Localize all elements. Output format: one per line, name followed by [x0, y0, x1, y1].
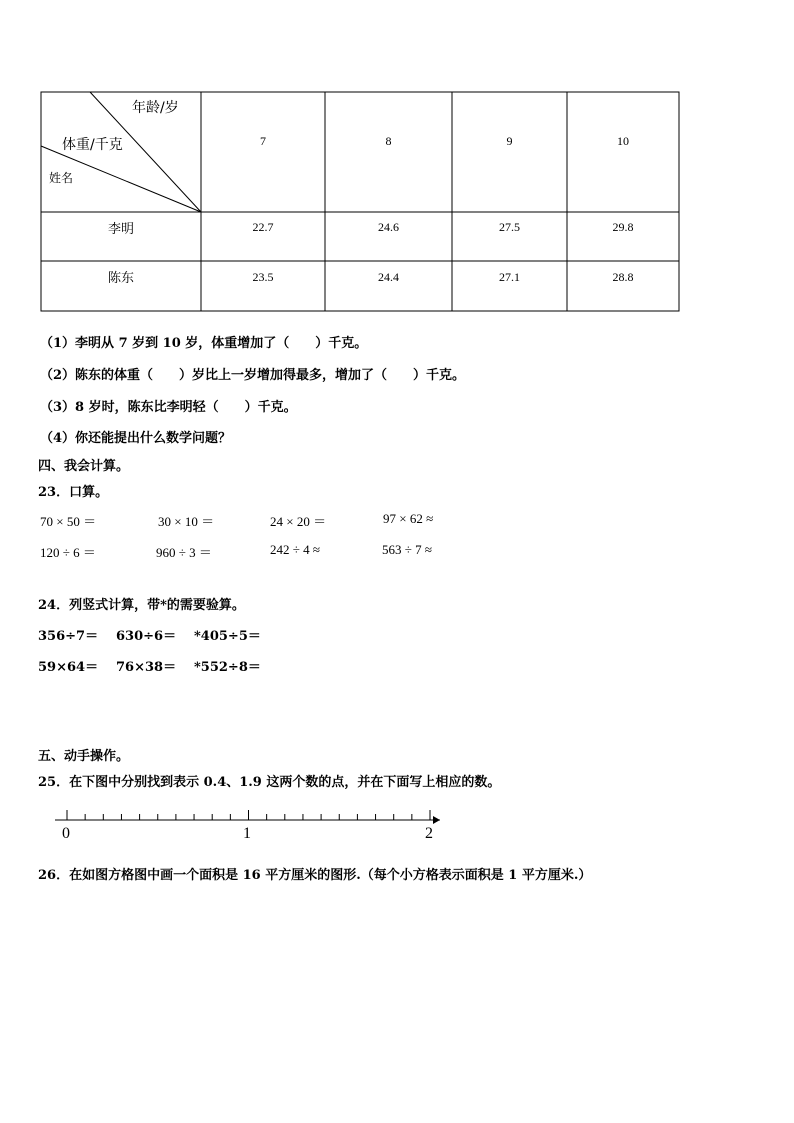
question-26-title: 26．在如图方格图中画一个面积是 16 平方厘米的图形.（每个小方格表示面积是 1 平方厘米.） [38, 868, 592, 883]
row-name-chendong: 陈东 [107, 271, 134, 286]
table-cell: 29.8 [612, 220, 634, 234]
oral-calc-item: 960 ÷ 3 ＝ [156, 545, 212, 560]
oral-calc-item: 97 × 62 ≈ [383, 511, 434, 526]
header-age-label: 年龄/岁 [132, 100, 179, 116]
table-cell: 22.7 [252, 220, 274, 234]
question-2: （2）陈东的体重（ ）岁比上一岁增加得最多，增加了（ ）千克。 [40, 368, 466, 383]
header-weight-label: 体重/千克 [62, 137, 123, 153]
section-4-title: 四、我会计算。 [38, 459, 130, 474]
table-cell: 28.8 [612, 270, 634, 284]
vertical-calc-item: *552÷8＝ [194, 660, 261, 675]
question-3: （3）8 岁时，陈东比李明轻（ ）千克。 [40, 400, 297, 415]
oral-calc-item: 242 ÷ 4 ≈ [270, 542, 321, 557]
vertical-calc-item: *405÷5＝ [194, 629, 261, 644]
age-header-8: 8 [385, 134, 392, 148]
section-5-title: 五、动手操作。 [38, 749, 130, 764]
vertical-calc-item: 59×64＝ [38, 660, 99, 675]
number-line-label-2: 2 [425, 825, 433, 842]
arrow-right-icon [433, 816, 440, 824]
row-name-liming: 李明 [107, 222, 134, 237]
question-1: （1）李明从 7 岁到 10 岁，体重增加了（ ）千克。 [40, 336, 368, 351]
table-cell: 23.5 [252, 270, 274, 284]
question-4: （4）你还能提出什么数学问题？ [40, 431, 232, 446]
age-header-9: 9 [506, 134, 513, 148]
oral-calc-item: 563 ÷ 7 ≈ [382, 542, 433, 557]
number-line-label-1: 1 [243, 825, 251, 842]
question-23-title: 23．口算。 [38, 485, 109, 500]
table-cell: 24.6 [378, 220, 399, 234]
question-24-title: 24．列竖式计算，带*的需要验算。 [38, 598, 245, 613]
oral-calc-item: 30 × 10 ＝ [158, 514, 215, 529]
age-header-7: 7 [260, 134, 266, 148]
header-name-label: 姓名 [49, 171, 74, 185]
oral-calc-item: 120 ÷ 6 ＝ [40, 545, 96, 560]
question-25-title: 25．在下图中分别找到表示 0.4、1.9 这两个数的点，并在下面写上相应的数。 [38, 775, 501, 790]
vertical-calc-item: 356÷7＝ [38, 629, 99, 644]
table-cell: 27.5 [499, 220, 520, 234]
oral-calc-item: 24 × 20 ＝ [270, 514, 327, 529]
age-header-10: 10 [617, 134, 629, 148]
number-line-label-0: 0 [62, 825, 70, 842]
table-cell: 24.4 [378, 270, 399, 284]
oral-calc-item: 70 × 50 ＝ [40, 514, 97, 529]
table-cell: 27.1 [499, 270, 520, 284]
vertical-calc-item: 76×38＝ [116, 660, 177, 675]
vertical-calc-item: 630÷6＝ [116, 629, 177, 644]
